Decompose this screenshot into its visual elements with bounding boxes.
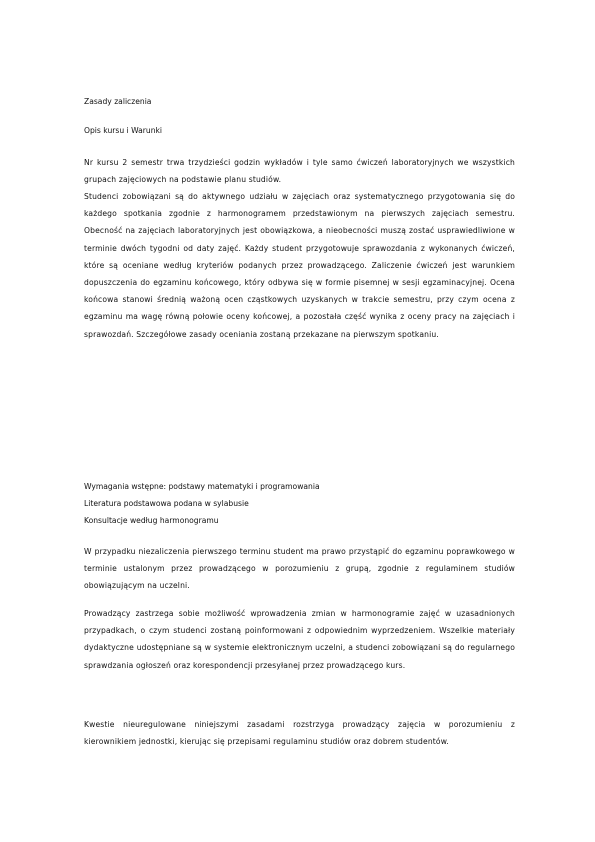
paragraph-4: Prowadzący zastrzega sobie możliwość wprowadzenia zmian w harmonogramie zajęć w uzasadnionych przypadkach, o czym studenci zostaną poinformowani z odpowiednim wyprzedzeniem. Wszelkie materiały dydaktyczne udostępniane są w systemie elektronicznym uczelni, a studenci zobowiązani są do regularnego sprawdzania ogłoszeń oraz korespondencji przesyłanej przez prowadzącego kurs. bbox=[84, 609, 515, 670]
list-item: Konsultacje według harmonogramu bbox=[84, 516, 219, 525]
paragraph-1: Nr kursu 2 semestr trwa trzydzieści godzin wykładów i tyle samo ćwiczeń laboratoryjnych we wszystkich grupach zajęciowych na podstawie planu studiów. bbox=[84, 158, 515, 185]
paragraph-3: W przypadku niezaliczenia pierwszego terminu student ma prawo przystąpić do egzaminu poprawkowego w terminie ustalonym przez prowadzącego w porozumieniu z grupą, zgodnie z regulaminem studiów obowiązującym na uczelni. bbox=[84, 547, 515, 591]
header-line-1: Zasady zaliczenia bbox=[84, 97, 152, 106]
list-item: Wymagania wstępne: podstawy matematyki i programowania bbox=[84, 482, 320, 491]
paragraph-2: Studenci zobowiązani są do aktywnego udziału w zajęciach oraz systematycznego przygotowania się do każdego spotkania zgodnie z harmonogramem przedstawionym na pierwszych zajęciach semestru. Obecność na zajęciach laboratoryjnych jest obowiązkowa, a nieobecności muszą zostać usprawiedliwione w terminie dwóch tygodni od daty zajęć. Każdy student przygotowuje sprawozdania z wykonanych ćwiczeń, które są oceniane według kryteriów podanych przez prowadzącego. Zaliczenie ćwiczeń jest warunkiem dopuszczenia do egzaminu końcowego, który odbywa się w formie pisemnej w sesji egzaminacyjnej. Ocena końcowa stanowi średnią ważoną ocen cząstkowych uzyskanych w trakcie semestru, przy czym ocena z egzaminu ma wagę równą połowie oceny końcowej, a pozostała część wynika z oceny pracy na zajęciach i sprawozdań. Szczegółowe zasady oceniania zostaną przekazane na pierwszym spotkaniu. bbox=[84, 192, 515, 339]
paragraph-5: Kwestie nieuregulowane niniejszymi zasadami rozstrzyga prowadzący zajęcia w porozumieniu z kierownikiem jednostki, kierując się przepisami regulaminu studiów oraz dobrem studentów. bbox=[84, 720, 515, 747]
list-item: Literatura podstawowa podana w sylabusie bbox=[84, 499, 249, 508]
header-line-2: Opis kursu i Warunki bbox=[84, 126, 163, 135]
